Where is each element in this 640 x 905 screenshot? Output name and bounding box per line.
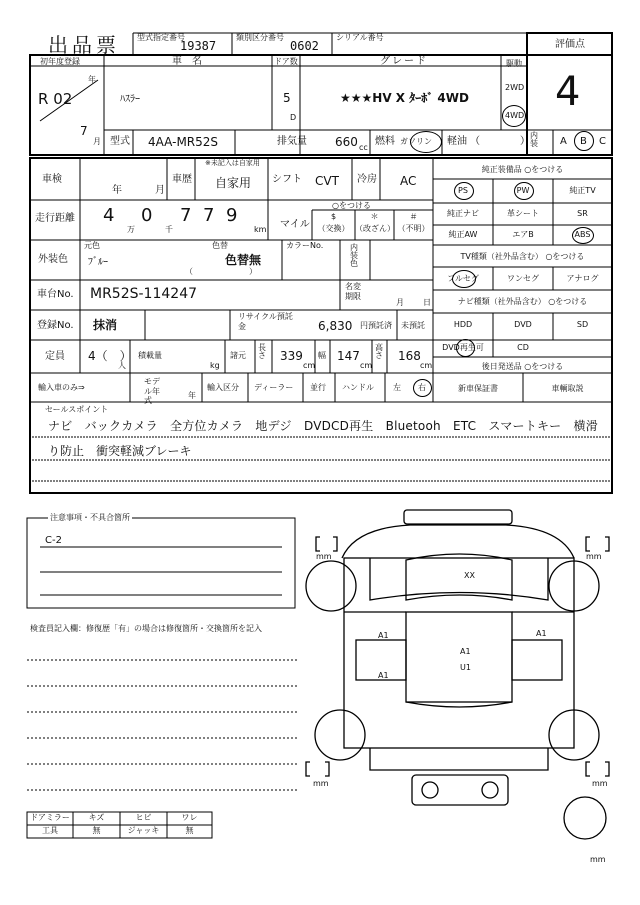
inspection-year: 年 xyxy=(112,185,122,196)
interior-label: 内装 xyxy=(530,131,538,148)
first-reg-month: 7 xyxy=(80,124,88,138)
chassis-label: 車台No. xyxy=(37,289,74,300)
tv-analog: アナログ xyxy=(566,274,599,283)
small-value-tools: 工具 xyxy=(42,826,58,835)
handle-label: ハンドル xyxy=(342,383,374,392)
fuel-gasoline: ガソリン xyxy=(400,137,432,146)
car-name: ﾊｽﾗｰ xyxy=(120,94,140,105)
small-header-crack: ヒビ xyxy=(135,813,152,822)
displacement-unit: cc xyxy=(359,143,368,152)
later-title: 後日発送品 ○をつける xyxy=(481,362,564,371)
interior-a: A xyxy=(560,136,567,147)
mm-label-4: mm xyxy=(592,779,608,788)
mark-a1-roof: A1 xyxy=(460,647,471,656)
navi-hdd: HDD xyxy=(453,320,473,329)
small-value-jack: ジャッキ xyxy=(127,826,160,835)
interior-c: C xyxy=(599,136,606,147)
doors-count: 5 xyxy=(283,91,291,105)
mileage-unit-sen: 千 xyxy=(165,225,173,234)
capacity-value: 4（ ） xyxy=(88,349,132,363)
mileage-digit-1: 4 xyxy=(103,205,115,226)
color-value: ﾌﾞﾙｰ xyxy=(88,257,108,268)
drive-4wd-circle xyxy=(502,105,526,127)
mark-u1: U1 xyxy=(460,663,471,672)
grade-score-label: 評価点 xyxy=(555,39,585,50)
import-div-label: 輸入区分 xyxy=(207,383,239,392)
fuel-gasoline-circle xyxy=(410,131,442,153)
equip-ps-circle xyxy=(454,182,474,200)
grade-value: ★★★HV X ﾀｰﾎﾞ 4WD xyxy=(340,91,469,105)
navi-cd: CD xyxy=(517,343,529,352)
displacement-label: 排気量 xyxy=(277,136,307,147)
mileage-unit: km xyxy=(254,225,267,234)
tv-fullseg-circle xyxy=(452,270,476,288)
equip-pw-circle xyxy=(514,182,534,200)
mileage-dollar: $ xyxy=(330,212,337,221)
form-title: 出品票 xyxy=(48,33,120,57)
repaint-paren: （ ） xyxy=(185,267,257,276)
later-manual: 車輌取説 xyxy=(551,384,584,393)
history-label: 車歴 xyxy=(172,174,192,185)
handle-right: 右 xyxy=(418,383,426,392)
ac-value: AC xyxy=(400,174,417,188)
small-header-scratch: キズ xyxy=(88,813,105,822)
mm-label-2: mm xyxy=(586,552,602,561)
import-label: 輸入車のみ⇒ xyxy=(38,383,85,392)
orig-color-label: 元色 xyxy=(84,241,100,250)
mm-label-1: mm xyxy=(316,552,332,561)
navi-title: ナビ種類（社外品含む） ○をつける xyxy=(457,297,588,306)
ac-label: 冷房 xyxy=(357,174,377,185)
capacity-label: 定員 xyxy=(45,351,65,362)
first-reg-era: R 02 xyxy=(38,90,73,108)
width-value: 147 xyxy=(337,349,360,363)
mileage-dollar-sub: （交換） xyxy=(317,224,350,233)
width-unit: cm xyxy=(360,361,373,370)
repaint-label: 色替 xyxy=(212,241,228,250)
grade-label: グレード xyxy=(380,56,428,67)
drive-4wd: 4WD xyxy=(505,111,525,120)
history-value: 自家用 xyxy=(215,176,252,190)
fuel-paren: （ ） xyxy=(470,136,530,147)
small-value-1: 無 xyxy=(92,826,101,835)
sales-label: セールスポイント xyxy=(45,405,109,414)
mileage-star: ＊ xyxy=(370,212,379,221)
name-change-month: 月 xyxy=(396,298,404,307)
repaint-value: 色替無 xyxy=(225,253,262,267)
length-unit: cm xyxy=(303,361,316,370)
name-change-day: 日 xyxy=(423,298,431,307)
navi-dvd: DVD xyxy=(514,320,532,329)
model-year-label: モデル年式 xyxy=(144,377,160,406)
equip-ps: PS xyxy=(458,186,468,195)
capacity-unit: 人 xyxy=(118,361,126,370)
year-unit: 年 xyxy=(88,75,96,84)
handle-right-circle xyxy=(413,379,432,397)
color-no-label: カラーNo. xyxy=(286,241,324,250)
doors-label: ドア数 xyxy=(274,57,298,66)
history-note: ※未記入は自家用 xyxy=(205,159,260,167)
mileage-star-sub: （改ざん） xyxy=(355,224,395,233)
grade-score: 4 xyxy=(555,69,581,115)
drive-2wd: 2WD xyxy=(505,83,525,92)
equip-abs: ABS xyxy=(574,230,591,239)
mark-a1-right: A1 xyxy=(536,629,547,638)
inspector-label: 検査員記入欄：修復歴「有」の場合は修復箇所・交換箇所を記入 xyxy=(30,624,262,633)
import-parallel: 並行 xyxy=(310,383,326,392)
handle-left: 左 xyxy=(393,383,401,392)
dims-label: 諸元 xyxy=(230,351,246,360)
drive-label: 駆動 xyxy=(506,59,522,68)
small-header-break: ワレ xyxy=(181,813,198,822)
mark-xx: XX xyxy=(464,571,475,580)
shift-value: CVT xyxy=(315,174,339,188)
color-label: 外装色 xyxy=(38,254,68,265)
name-change-label: 名変期限 xyxy=(345,282,361,301)
equip-abs-circle xyxy=(572,227,594,244)
length-label: 長さ xyxy=(258,343,266,360)
sales-line-2: り防止 衝突軽減ブレーキ xyxy=(48,444,192,458)
category-number: 0602 xyxy=(290,39,319,53)
model-label: 型式 xyxy=(110,136,130,147)
equip-sr: SR xyxy=(577,209,588,218)
equipment-title: 純正装備品 ○をつける xyxy=(481,165,564,174)
navi-dvd-play: DVD再生可 xyxy=(442,343,484,352)
small-value-2: 無 xyxy=(185,826,194,835)
model-value: 4AA-MR52S xyxy=(148,135,219,149)
tv-title: TV種類（社外品含む） ○をつける xyxy=(460,252,585,261)
notes-line-1: C-2 xyxy=(45,535,62,546)
category-label: 類別区分番号 xyxy=(236,33,284,42)
fuel-diesel: 軽油 xyxy=(447,136,467,147)
tv-fullseg: フルセグ xyxy=(447,274,479,283)
length-value: 339 xyxy=(280,349,303,363)
height-value: 168 xyxy=(398,349,421,363)
model-year-unit: 年 xyxy=(188,391,196,400)
sales-line-1: ナビ バックカメラ 全方位カメラ 地デジ DVDCD再生 Bluetooh ETC スマートキー 横滑 xyxy=(48,419,598,433)
later-warranty: 新車保証書 xyxy=(458,384,498,393)
recycle-status: 円預託済 xyxy=(360,321,392,330)
recycle-amount: 6,830 xyxy=(318,319,353,333)
notes-label: 注意事項・不具合箇所 xyxy=(50,513,130,522)
mileage-hash-sub: （不明） xyxy=(397,224,430,233)
mark-a1-left-front: A1 xyxy=(378,631,389,640)
mileage-label: 走行距離 xyxy=(35,213,75,224)
mileage-hash: ＃ xyxy=(409,212,418,221)
int-color-label: 内装色 xyxy=(350,243,358,268)
equip-leather: 革シート xyxy=(507,209,539,218)
recycle-label: リサイクル預託金 xyxy=(238,312,293,332)
mile-label: マイル xyxy=(280,219,310,230)
small-header-mirror: ドアミラー xyxy=(30,813,70,822)
interior-b: B xyxy=(580,136,587,147)
equip-tv: 純正TV xyxy=(569,186,596,195)
circle-note: ○をつける xyxy=(332,201,371,210)
interior-b-circle xyxy=(574,131,594,151)
car-diagram xyxy=(306,510,609,839)
navi-sd: SD xyxy=(576,320,589,329)
load-label: 積載量 xyxy=(138,351,162,360)
displacement-value: 660 xyxy=(335,135,358,149)
tv-oneseg: ワンセグ xyxy=(507,274,539,283)
shift-label: シフト xyxy=(272,174,302,185)
mm-label-5: mm xyxy=(590,855,606,864)
mileage-digit-2: 0 xyxy=(141,205,153,226)
equip-aw: 純正AW xyxy=(448,230,478,239)
month-unit: 月 xyxy=(93,137,101,146)
model-designation: 19387 xyxy=(180,39,217,53)
height-label: 高さ xyxy=(375,343,383,360)
width-label: 幅 xyxy=(318,351,326,360)
height-unit: cm xyxy=(420,361,433,370)
fuel-label: 燃料 xyxy=(375,136,395,147)
car-name-label: 車 名 xyxy=(172,56,202,67)
inspection-label: 車検 xyxy=(42,174,62,185)
navi-dvd-play-circle xyxy=(456,339,475,357)
mm-label-3: mm xyxy=(313,779,329,788)
mileage-unit-man: 万 xyxy=(127,225,135,234)
equip-navi: 純正ナビ xyxy=(447,209,479,218)
serial-label: シリアル番号 xyxy=(336,33,384,42)
model-designation-label: 型式指定番号 xyxy=(137,33,185,42)
import-dealer: ディーラー xyxy=(254,383,294,392)
equip-pw: PW xyxy=(516,186,530,195)
load-unit: kg xyxy=(210,361,220,370)
reg-no-label: 登録No. xyxy=(37,320,74,331)
door-type: D xyxy=(290,113,297,122)
recycle-unpaid: 未預託 xyxy=(401,321,425,330)
inspection-month: 月 xyxy=(155,185,165,196)
equip-airbag: エアB xyxy=(512,230,534,239)
first-reg-label: 初年度登録 xyxy=(40,57,80,66)
mileage-digit-3: 7 xyxy=(180,205,192,226)
mark-a1-left-rear: A1 xyxy=(378,671,389,680)
mileage-digit-4: 7 xyxy=(203,205,215,226)
reg-no-value: 抹消 xyxy=(93,318,118,332)
mileage-digit-5: 9 xyxy=(226,205,238,226)
chassis-number: MR52S-114247 xyxy=(90,286,198,302)
